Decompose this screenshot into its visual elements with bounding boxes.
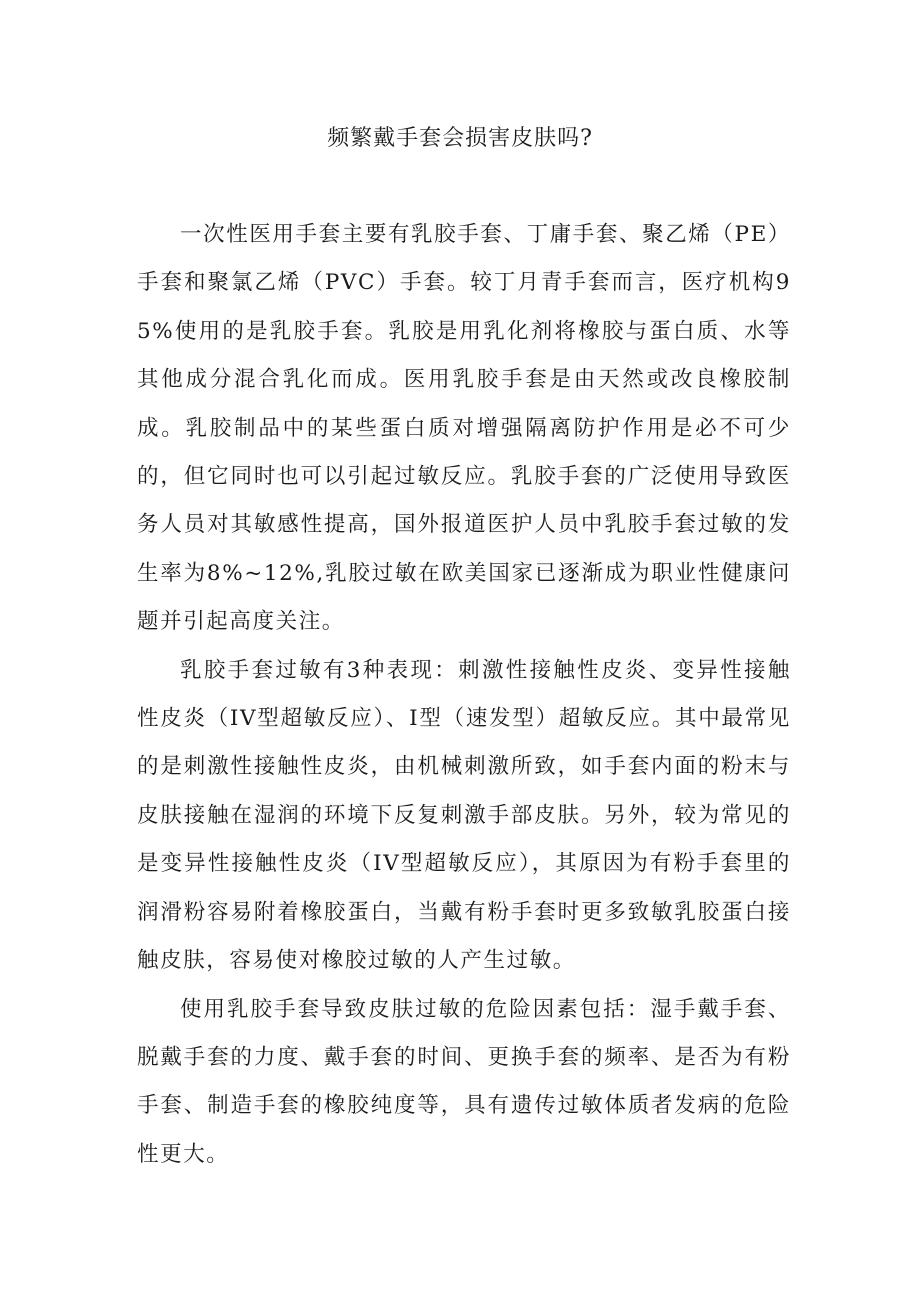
document-body (137, 211, 791, 1179)
paragraph-3: 使用乳胶手套导致皮肤过敏的危险因素包括：湿手戴手套、脱戴手套的力度、戴手套的时间、更换手套的频率、是否为有粉手套、制造手套的橡胶纯度等，具有遗传过敏体质者发病的危险性更大。 (137, 996, 791, 1167)
paragraph-1: 一次性医用手套主要有乳胶手套、丁庸手套、聚乙烯（PE）手套和聚氯乙烯（PVC）手套。较丁月青手套而言，医疗机构95%使用的是乳胶手套。乳胶是用乳化剂将橡胶与蛋白质、水等其他成分混合乳化而成。医用乳胶手套是由天然或改良橡胶制成。乳胶制品中的某些蛋白质对增强隔离防护作用是必不可少的，但它同时也可以引起过敏反应。乳胶手套的广泛使用导致医务人员对其敏感性提高，国外报道医护人员中乳胶手套过敏的发生率为8%~12%,乳胶过敏在欧美国家已逐渐成为职业性健康问题并引起高度关注。 (137, 222, 791, 635)
document-title: 频繁戴手套会损害皮肤吗? (327, 126, 593, 151)
paragraph-2: 乳胶手套过敏有3种表现：刺激性接触性皮炎、变异性接触性皮炎（IV型超敏反应）、I型（速发型）超敏反应。其中最常见的是刺激性接触性皮炎，由机械刺激所致，如手套内面的粉末与皮肤接触在湿润的环境下反复刺激手部皮肤。另外，较为常见的是变异性接触性皮炎（IV型超敏反应），其原因为有粉手套里的润滑粉容易附着橡胶蛋白，当戴有粉手套时更多致敏乳胶蛋白接触皮肤，容易使对橡胶过敏的人产生过敏。 (137, 657, 791, 974)
